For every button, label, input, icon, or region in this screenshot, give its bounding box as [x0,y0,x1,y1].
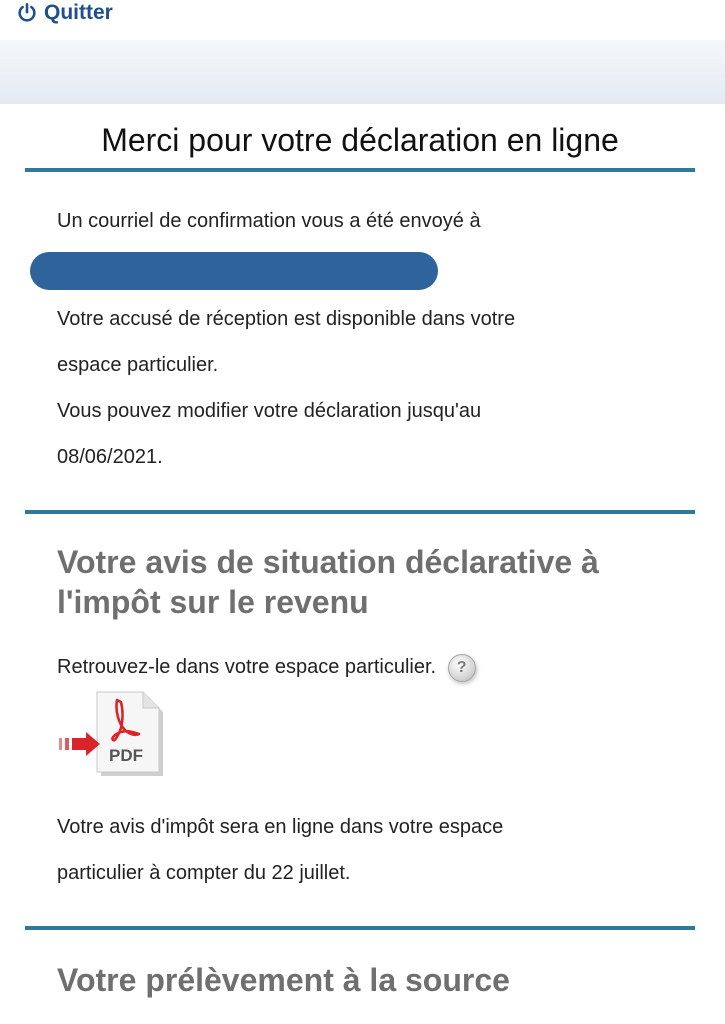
quit-label: Quitter [44,1,113,24]
modify-deadline: 08/06/2021. [57,446,163,468]
power-icon [16,2,38,24]
quit-button[interactable] [16,0,113,26]
section-title-avis-line-1: Votre avis de situation déclarative à [57,544,599,580]
section-title-prelevement: Votre prélèvement à la source [57,962,510,998]
help-icon[interactable]: ? [448,654,476,682]
online-line-1: Votre avis d'impôt sera en ligne dans votre espace [57,816,504,838]
pdf-download-link[interactable] [55,690,165,780]
pdf-label: PDF [109,746,143,765]
receipt-line-1: Votre accusé de réception est disponible dans votre [57,308,516,330]
top-bar [0,0,725,40]
main-content [25,104,695,1000]
find-in-space-label: Retrouvez-le dans votre espace particulier. [57,656,437,678]
redacted-email [30,252,438,290]
section-title-avis [25,542,695,622]
find-in-space-text [25,644,695,690]
header-band [0,40,725,104]
page-title: Merci pour votre déclaration en ligne [101,122,619,158]
section-title-avis-line-2: l'impôt sur le revenu [57,584,369,620]
receipt-line-2: espace particulier. [57,354,219,376]
online-line-2: particulier à compter du 22 juillet. [57,862,351,884]
confirmation-text: Un courriel de confirmation vous a été envoyé à [57,210,481,232]
modify-line-1: Vous pouvez modifier votre déclaration jusqu'au [57,400,482,422]
pdf-download-icon [55,690,165,780]
